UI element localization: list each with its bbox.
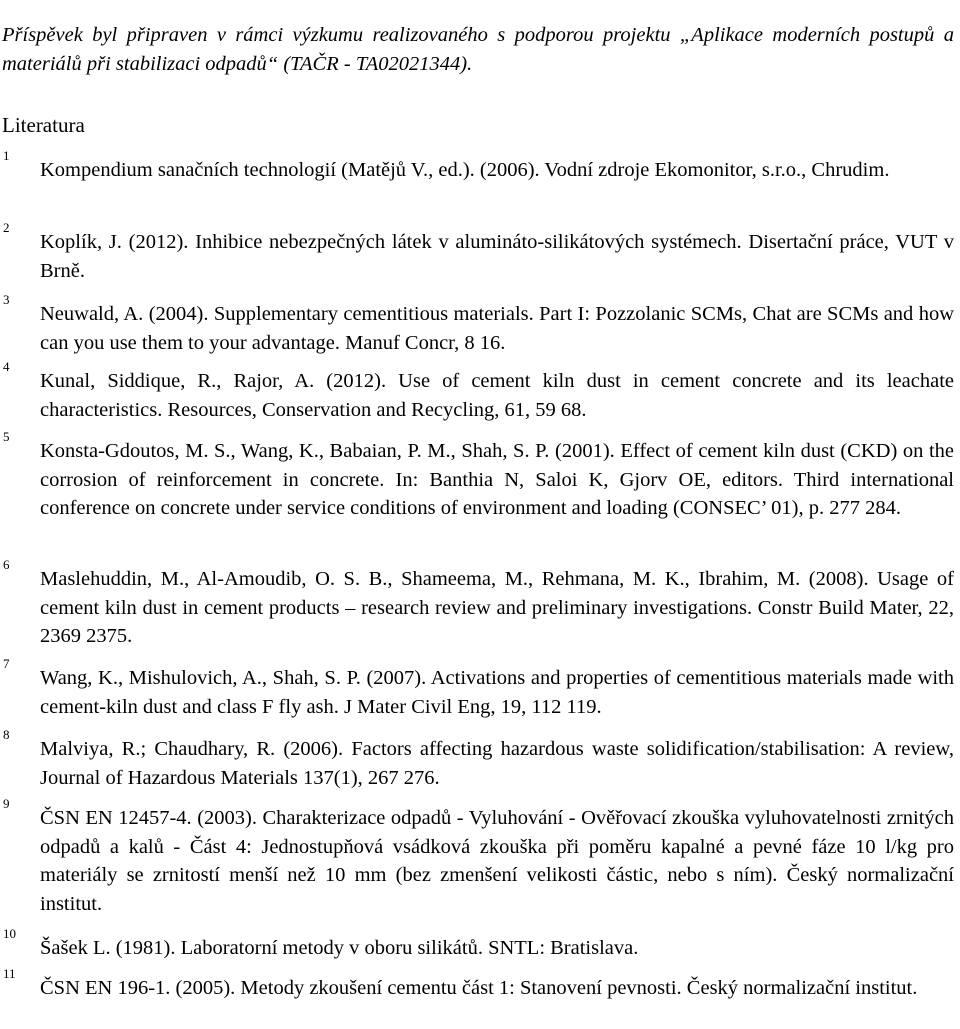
reference-number: 6	[3, 557, 10, 572]
reference-text: Malviya, R.; Chaudhary, R. (2006). Factors affecting hazardous waste solidification/stabilisation: A review, Journal of Hazardous Materials 137(1), 267 276.	[40, 738, 954, 789]
reference-text: Koplík, J. (2012). Inhibice nebezpečných látek v alumináto-silikátových systémech. Disertační práce, VUT v Brně.	[40, 231, 954, 282]
reference-number: 2	[3, 220, 10, 235]
reference-text: ČSN EN 196-1. (2005). Metody zkoušení cementu část 1: Stanovení pevnosti. Český normalizační institut.	[40, 977, 918, 999]
reference-number: 8	[3, 727, 10, 742]
reference-number: 4	[3, 359, 10, 374]
reference-text: Konsta-Gdoutos, M. S., Wang, K., Babaian, P. M., Shah, S. P. (2001). Effect of cement kiln dust (CKD) on the corrosion of reinforcement in concrete. In: Banthia N, Saloi K, Gjorv OE, editors. Third international conference on concrete under service conditions of environment and loading (CONSEC’ 01), p. 277 284.	[40, 440, 954, 519]
references-heading: Literatura	[2, 113, 85, 137]
reference-number: 9	[3, 796, 10, 811]
reference-text: Neuwald, A. (2004). Supplementary cementitious materials. Part I: Pozzolanic SCMs, Chat are SCMs and how can you use them to your advantage. Manuf Concr, 8 16.	[40, 303, 954, 354]
reference-text: Šašek L. (1981). Laboratorní metody v oboru silikátů. SNTL: Bratislava.	[40, 937, 639, 959]
reference-number: 7	[3, 656, 10, 671]
reference-text: Wang, K., Mishulovich, A., Shah, S. P. (2007). Activations and properties of cementitious materials made with cement-kiln dust and class F fly ash. J Mater Civil Eng, 19, 112 119.	[40, 667, 954, 718]
acknowledgement-text: Příspěvek byl připraven v rámci výzkumu realizovaného s podporou projektu „Aplikace moderních postupů a materiálů při stabilizaci odpadů“ (TAČR - TA02021344).	[2, 23, 954, 75]
reference-number: 3	[3, 292, 10, 307]
reference-number: 5	[3, 429, 10, 444]
reference-number: 11	[3, 966, 16, 981]
reference-text: Kunal, Siddique, R., Rajor, A. (2012). Use of cement kiln dust in cement concrete and its leachate characteristics. Resources, Conservation and Recycling, 61, 59 68.	[40, 370, 954, 421]
reference-text: Kompendium sanačních technologií (Matějů V., ed.). (2006). Vodní zdroje Ekomonitor, s.r.o., Chrudim.	[40, 159, 890, 181]
reference-text: Maslehuddin, M., Al-Amoudib, O. S. B., Shameema, M., Rehmana, M. K., Ibrahim, M. (2008). Usage of cement kiln dust in cement products – research review and preliminary investigations. Constr Build Mater, 22, 2369 2375.	[40, 568, 954, 647]
reference-number: 1	[3, 148, 10, 163]
reference-text: ČSN EN 12457-4. (2003). Charakterizace odpadů - Vyluhování - Ověřovací zkouška vyluhovatelnosti zrnitých odpadů a kalů - Část 4: Jednostupňová vsádková zkouška při poměru kapalné a pevné fáze 10 l/kg pro materiály se zrnitostí menší než 10 mm (bez zmenšení velikosti částic, nebo s ním). Český normalizační institut.	[40, 807, 954, 915]
reference-number: 10	[3, 926, 16, 941]
